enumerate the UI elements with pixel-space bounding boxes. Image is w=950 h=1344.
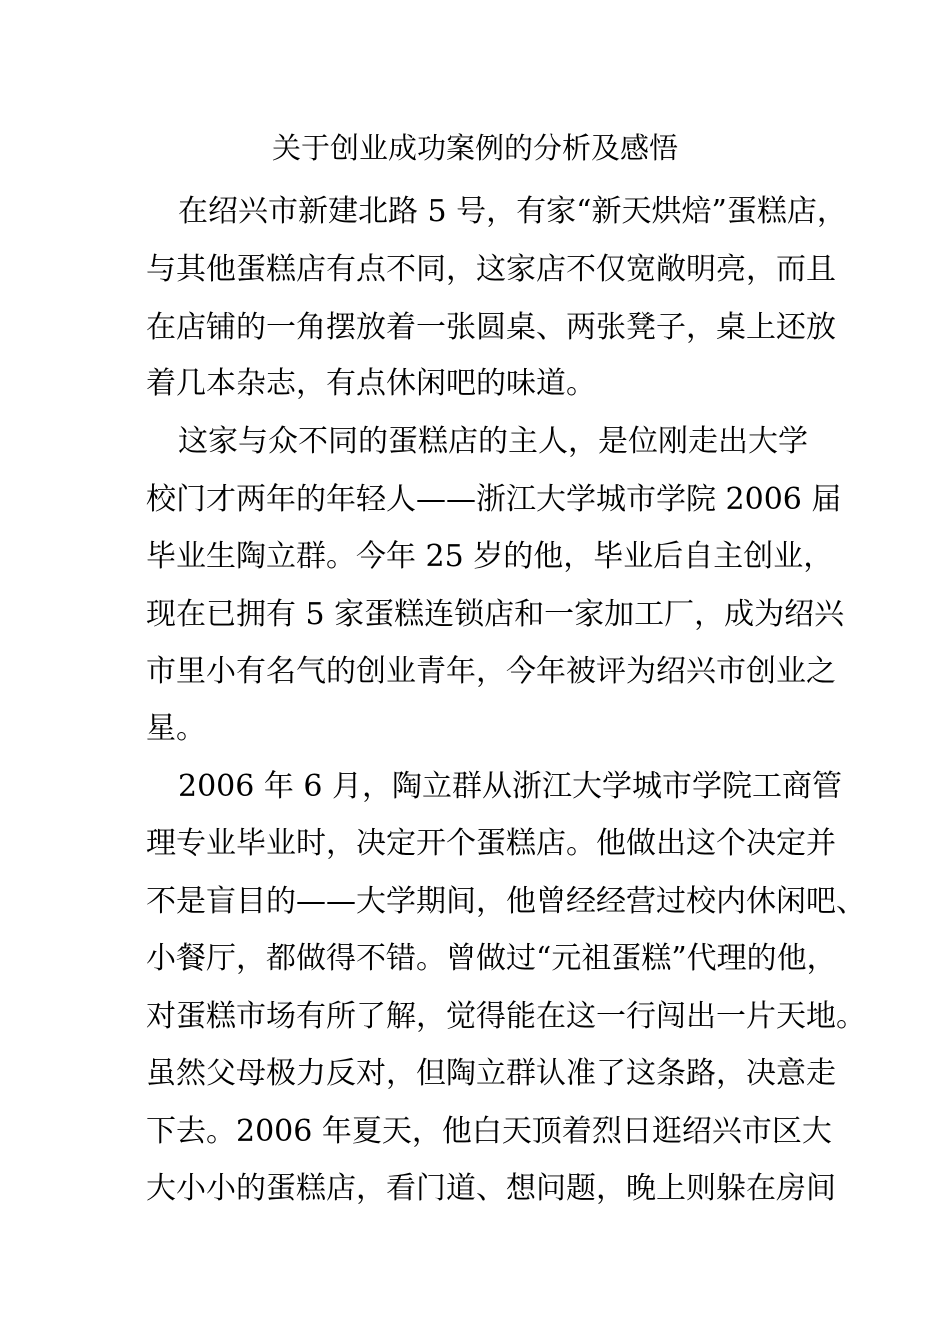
paragraph-line: 对蛋糕市场有所了解，觉得能在这一行闯出一片天地。 xyxy=(146,999,866,1034)
paragraph-line: 与其他蛋糕店有点不同，这家店不仅宽敞明亮，而且 xyxy=(146,252,836,287)
paragraph-line: 在店铺的一角摆放着一张圆桌、两张凳子，桌上还放 xyxy=(146,310,836,345)
paragraph-line: 大小小的蛋糕店，看门道、想问题，晚上则躲在房间 xyxy=(146,1171,836,1206)
paragraph-line: 毕业生陶立群。今年 25 岁的他，毕业后自主创业， xyxy=(146,539,834,574)
paragraph-line: 理专业毕业时，决定开个蛋糕店。他做出这个决定并 xyxy=(146,826,836,861)
paragraph-line: 不是盲目的——大学期间，他曾经经营过校内休闲吧、 xyxy=(146,884,866,919)
paragraph-line: 在绍兴市新建北路 5 号，有家“新天烘焙”蛋糕店， xyxy=(178,194,847,229)
paragraph-line: 星。 xyxy=(146,711,206,746)
paragraph-line: 校门才两年的年轻人——浙江大学城市学院 2006 届 xyxy=(146,482,842,517)
paragraph-line: 小餐厅，都做得不错。曾做过“元祖蛋糕”代理的他， xyxy=(146,941,837,976)
paragraph-line: 市里小有名气的创业青年，今年被评为绍兴市创业之 xyxy=(146,654,836,689)
paragraph-line: 2006 年 6 月，陶立群从浙江大学城市学院工商管 xyxy=(178,769,843,804)
document-title: 关于创业成功案例的分析及感悟 xyxy=(271,131,678,165)
paragraph-line: 现在已拥有 5 家蛋糕连锁店和一家加工厂，成为绍兴 xyxy=(146,597,845,632)
paragraph-line: 虽然父母极力反对，但陶立群认准了这条路，决意走 xyxy=(146,1056,836,1091)
paragraph-line: 着几本杂志，有点休闲吧的味道。 xyxy=(146,366,596,401)
paragraph-line: 下去。2006 年夏天，他白天顶着烈日逛绍兴市区大 xyxy=(146,1114,832,1149)
paragraph-line: 这家与众不同的蛋糕店的主人，是位刚走出大学 xyxy=(178,424,808,459)
